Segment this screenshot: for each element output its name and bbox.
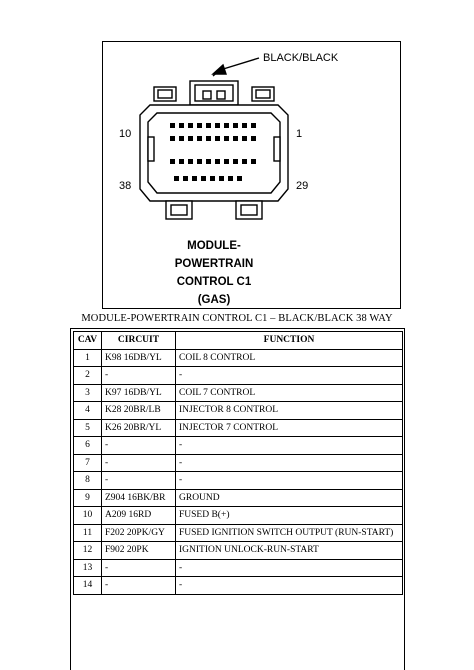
header-function: FUNCTION [176,332,403,350]
function-cell: GROUND [176,489,403,507]
circuit-cell: K98 16DB/YL [102,349,176,367]
function-cell: - [176,437,403,455]
table-row [74,367,403,385]
callout-arrow [213,58,259,76]
table-row [74,349,403,367]
function-cell: - [176,367,403,385]
function-cell: INJECTOR 8 CONTROL [176,402,403,420]
cav-cell: 11 [74,524,102,542]
cav-cell: 2 [74,367,102,385]
circuit-cell: - [102,559,176,577]
cav-cell: 12 [74,542,102,560]
cav-cell: 10 [74,507,102,525]
table-row [74,454,403,472]
pin-label-top-left: 10 [119,128,132,140]
header-circuit: CIRCUIT [102,332,176,350]
connector-title-line-4: (GAS) [197,294,231,306]
table-row [74,542,403,560]
table-row [74,489,403,507]
connector-title-line-3: CONTROL C1 [176,276,252,288]
pinout-table [73,331,403,595]
circuit-cell: - [102,577,176,595]
circuit-cell: K28 20BR/LB [102,402,176,420]
cav-cell: 3 [74,384,102,402]
cav-cell: 5 [74,419,102,437]
pin-label-bottom-right: 29 [296,180,309,192]
function-cell: - [176,559,403,577]
function-cell: - [176,472,403,490]
connector-color-label: BLACK/BLACK [263,52,339,64]
circuit-cell: - [102,367,176,385]
table-row [74,472,403,490]
table-row [74,419,403,437]
function-cell: - [176,454,403,472]
table-row [74,577,403,595]
circuit-cell: F202 20PK/GY [102,524,176,542]
circuit-cell: A209 16RD [102,507,176,525]
cav-cell: 6 [74,437,102,455]
circuit-cell: K26 20BR/YL [102,419,176,437]
table-row [74,437,403,455]
cav-cell: 8 [74,472,102,490]
function-cell: INJECTOR 7 CONTROL [176,419,403,437]
function-cell: FUSED B(+) [176,507,403,525]
table-row [74,559,403,577]
cav-cell: 9 [74,489,102,507]
cav-cell: 13 [74,559,102,577]
cav-cell: 4 [74,402,102,420]
circuit-cell: K97 16DB/YL [102,384,176,402]
function-cell: COIL 8 CONTROL [176,349,403,367]
circuit-cell: F902 20PK [102,542,176,560]
circuit-cell: - [102,437,176,455]
table-header-row [74,332,403,350]
table-title: MODULE-POWERTRAIN CONTROL C1 – BLACK/BLACK 38 WAY [81,313,393,324]
function-cell: COIL 7 CONTROL [176,384,403,402]
connector-title-line-2: POWERTRAIN [174,258,254,270]
circuit-cell: Z904 16BK/BR [102,489,176,507]
cav-cell: 14 [74,577,102,595]
table-row [74,524,403,542]
pin-label-top-right: 1 [296,128,303,140]
circuit-cell: - [102,454,176,472]
function-cell: IGNITION UNLOCK-RUN-START [176,542,403,560]
circuit-cell: - [102,472,176,490]
cav-cell: 1 [74,349,102,367]
cav-cell: 7 [74,454,102,472]
table-row [74,384,403,402]
table-row [74,507,403,525]
pin-label-bottom-left: 38 [119,180,132,192]
function-cell: FUSED IGNITION SWITCH OUTPUT (RUN-START) [176,524,403,542]
table-row [74,402,403,420]
connector-title-line-1: MODULE- [187,240,241,252]
connector-body [140,81,288,219]
function-cell: - [176,577,403,595]
header-cav: CAV [74,332,102,350]
